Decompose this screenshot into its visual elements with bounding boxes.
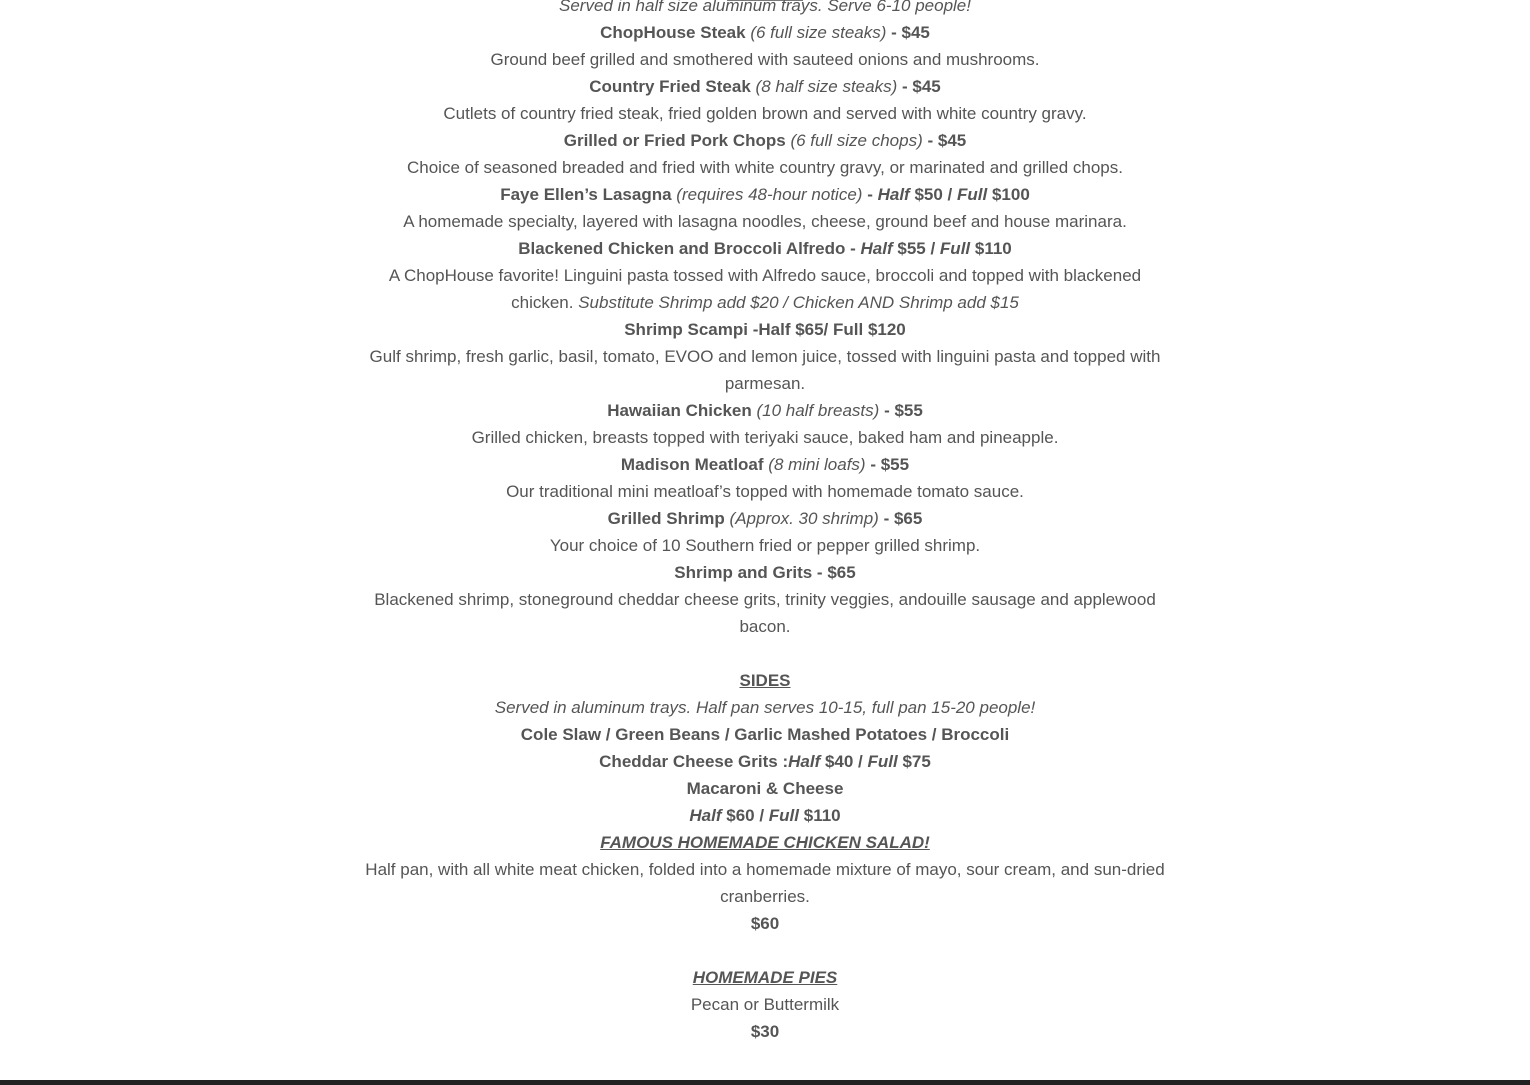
- half-price: $60 /: [726, 806, 765, 825]
- entrees-served-note: Served in half size aluminum trays. Serve 6-10 people!: [559, 0, 971, 15]
- chicken-salad-heading: FAMOUS HOMEMADE CHICKEN SALAD!: [600, 833, 930, 852]
- price-dash: -: [867, 185, 873, 204]
- full-price: $100: [991, 185, 1030, 204]
- item-quantity: (6 full size steaks): [750, 23, 887, 42]
- item-name: Hawaiian Chicken: [607, 401, 752, 420]
- menu-item-title: [365, 505, 1165, 532]
- item-price: - $55: [884, 401, 923, 420]
- item-quantity: (8 half size steaks): [755, 77, 898, 96]
- item-name: Grilled or Fried Pork Chops: [563, 131, 786, 150]
- menu-item-title: [365, 748, 1165, 775]
- item-price-line: [365, 802, 1165, 829]
- item-description: Cutlets of country fried steak, fried golden brown and served with white country gravy.: [443, 104, 1087, 123]
- menu-item-title: [365, 451, 1165, 478]
- menu-item-title: Shrimp and Grits - $65: [674, 563, 856, 582]
- substitution-note: Substitute Shrimp add $20 / Chicken AND Shrimp add $15: [578, 293, 1019, 312]
- catering-menu: [365, 0, 1165, 1045]
- item-name: Blackened Chicken and Broccoli Alfredo -: [518, 239, 856, 258]
- item-description: Blackened shrimp, stoneground cheddar cheese grits, trinity veggies, andouille sausage and applewood bacon.: [374, 590, 1156, 636]
- page-bottom-border: [0, 1080, 1530, 1085]
- section-spacer: [365, 640, 1165, 667]
- item-name: Grilled Shrimp: [607, 509, 725, 528]
- item-description: Gulf shrimp, fresh garlic, basil, tomato, EVOO and lemon juice, tossed with linguini pasta and topped with parmesan.: [369, 347, 1161, 393]
- item-quantity: (8 mini loafs): [768, 455, 866, 474]
- item-description: Half pan, with all white meat chicken, folded into a homemade mixture of mayo, sour cream, and sun-dried cranberries.: [365, 860, 1165, 906]
- half-price: $40 /: [824, 752, 863, 771]
- item-name: Cheddar Cheese Grits :: [599, 752, 789, 771]
- half-price: $55 /: [897, 239, 936, 258]
- menu-item-title: [365, 397, 1165, 424]
- item-description: Your choice of 10 Southern fried or pepper grilled shrimp.: [549, 536, 981, 555]
- item-name: ChopHouse Steak: [600, 23, 746, 42]
- item-name: Macaroni & Cheese: [686, 779, 844, 798]
- half-price: $50 /: [914, 185, 953, 204]
- sides-heading: SIDES: [739, 671, 791, 690]
- item-description: Grilled chicken, breasts topped with teriyaki sauce, baked ham and pineapple.: [471, 428, 1059, 447]
- item-description-text: A ChopHouse favorite! Linguini pasta tossed with Alfredo sauce, broccoli and topped with blackened chicken.: [388, 266, 1142, 312]
- half-label: Half: [788, 752, 821, 771]
- pie-flavors: Pecan or Buttermilk: [690, 995, 840, 1014]
- item-description: Ground beef grilled and smothered with sauteed onions and mushrooms.: [490, 50, 1040, 69]
- item-price: - $45: [902, 77, 941, 96]
- item-price: - $45: [891, 23, 930, 42]
- section-spacer: [365, 937, 1165, 964]
- sides-list: Cole Slaw / Green Beans / Garlic Mashed Potatoes / Broccoli: [520, 725, 1010, 744]
- item-quantity: (Approx. 30 shrimp): [729, 509, 879, 528]
- item-quantity: (requires 48-hour notice): [676, 185, 863, 204]
- full-price: $110: [974, 239, 1012, 258]
- menu-item-title: [365, 19, 1165, 46]
- item-description: Our traditional mini meatloaf’s topped with homemade tomato sauce.: [506, 482, 1024, 501]
- full-label: Full: [867, 752, 898, 771]
- item-price: - $45: [927, 131, 967, 150]
- full-label: Full: [939, 239, 971, 258]
- item-description: [365, 262, 1165, 316]
- half-label: Half: [877, 185, 910, 204]
- item-price: $60: [750, 914, 780, 933]
- full-label: Full: [957, 185, 988, 204]
- menu-item-title: [365, 127, 1165, 154]
- menu-item-title: [365, 181, 1165, 208]
- item-quantity: (6 full size chops): [790, 131, 923, 150]
- item-name: Country Fried Steak: [589, 77, 751, 96]
- half-label: Half: [689, 806, 722, 825]
- full-price: $110: [803, 806, 841, 825]
- sides-served-note: Served in aluminum trays. Half pan serves 10-15, full pan 15-20 people!: [494, 698, 1036, 717]
- item-description: A homemade specialty, layered with lasagna noodles, cheese, ground beef and house marinara.: [403, 212, 1127, 231]
- item-name: Faye Ellen’s Lasagna: [500, 185, 672, 204]
- item-quantity: (10 half breasts): [756, 401, 880, 420]
- half-label: Half: [860, 239, 893, 258]
- full-label: Full: [768, 806, 799, 825]
- item-price: - $65: [883, 509, 923, 528]
- menu-item-title: [365, 73, 1165, 100]
- pies-heading: HOMEMADE PIES: [692, 968, 838, 987]
- item-price: - $55: [870, 455, 910, 474]
- full-price: $75: [902, 752, 931, 771]
- item-price: $30: [750, 1022, 780, 1041]
- item-name: Madison Meatloaf: [620, 455, 764, 474]
- item-description: Choice of seasoned breaded and fried with white country gravy, or marinated and grilled chops.: [407, 158, 1123, 177]
- menu-item-title: [365, 235, 1165, 262]
- menu-item-title: Shrimp Scampi -Half $65/ Full $120: [624, 320, 906, 339]
